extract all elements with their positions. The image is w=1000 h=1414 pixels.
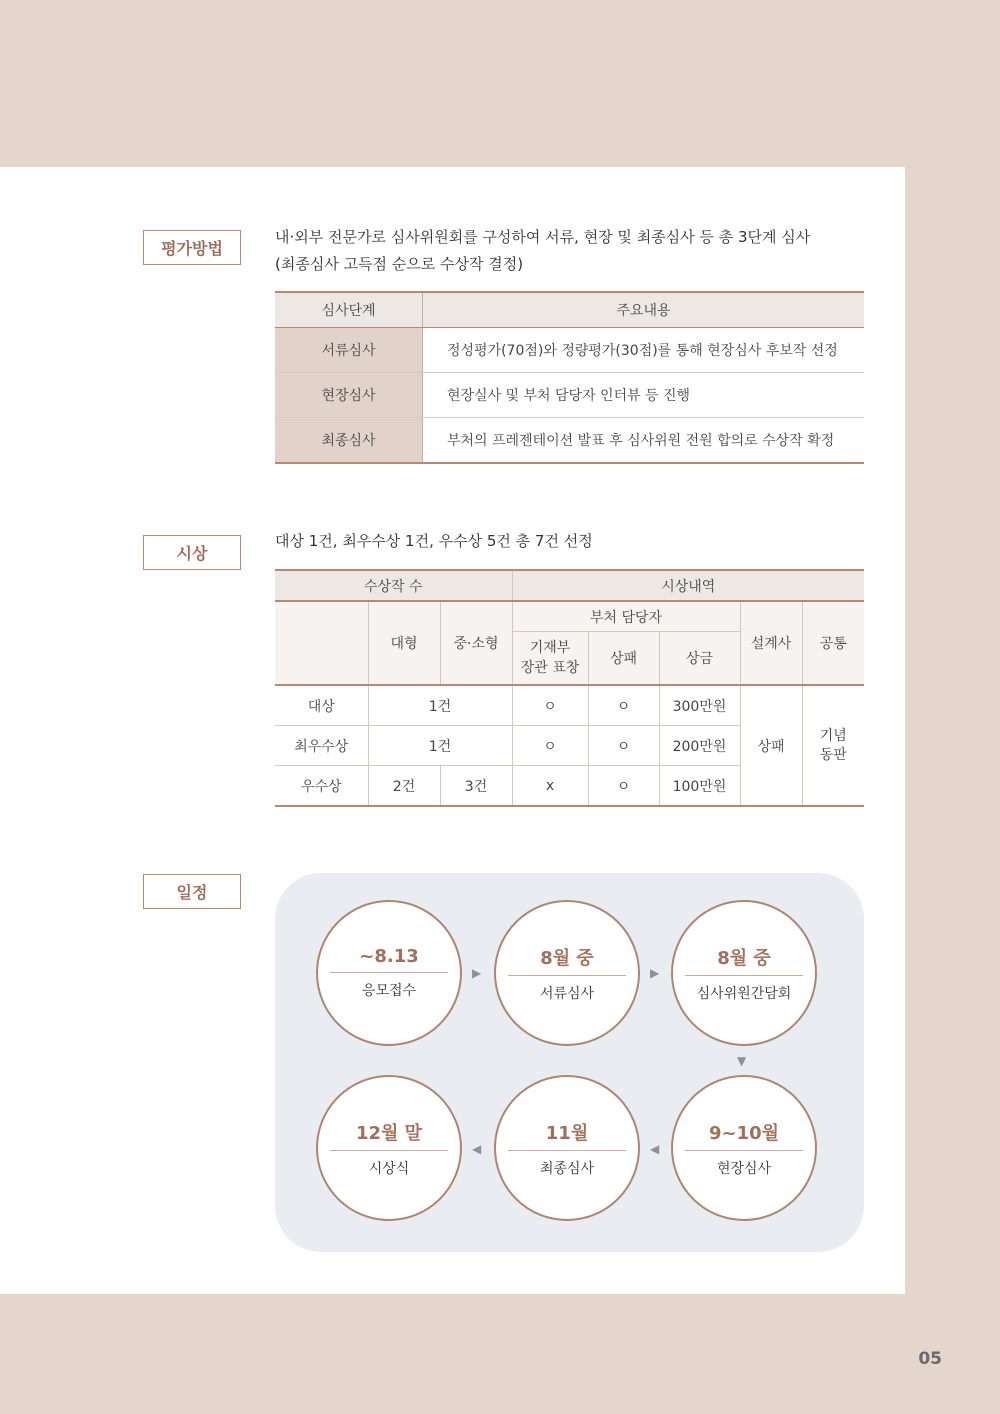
schedule-step [316, 900, 462, 1046]
stage-cell: 서류심사 [275, 328, 423, 373]
header-citation-line-2: 장관 표창 [520, 660, 580, 676]
header-designer: 설계사 [740, 601, 802, 685]
stage-cell: 최종심사 [275, 418, 423, 464]
header-citation [512, 632, 588, 686]
arrow-down-icon: ▼ [737, 1054, 747, 1068]
common-line-1: 기념 [819, 727, 847, 744]
evaluation-line-1: 내·외부 전문가로 심사위원회를 구성하여 서류, 현장 및 최종심사 등 총 3단계 심사 [275, 228, 811, 246]
step-date: 8월 중 [685, 944, 803, 976]
header-mid-small: 중·소형 [440, 601, 512, 685]
arrow-left-icon: ◀ [472, 1142, 482, 1156]
step-title: 응모접수 [361, 983, 417, 999]
step-date: 12월 말 [330, 1119, 448, 1151]
step-title: 현장심사 [716, 1160, 772, 1177]
schedule-step [671, 1075, 817, 1221]
table-row [275, 685, 864, 726]
prize-cell: 100만원 [659, 766, 740, 807]
column-header-content: 주요내용 [423, 292, 865, 328]
award-name-cell: 최우수상 [275, 726, 368, 766]
step-date: 11월 [508, 1119, 626, 1151]
award-small-cell: 3건 [440, 766, 512, 807]
header-large: 대형 [368, 601, 440, 685]
header-ministry: 부처 담당자 [512, 601, 740, 632]
step-date: 8월 중 [508, 944, 626, 976]
table-row [275, 418, 864, 464]
evaluation-description [275, 224, 810, 278]
section-label-evaluation: 평가방법 [143, 230, 241, 265]
plaque-cell: ㅇ [588, 685, 659, 726]
designer-cell: 상패 [740, 685, 802, 806]
award-name-cell: 대상 [275, 685, 368, 726]
stage-cell: 현장심사 [275, 373, 423, 418]
column-header-stage: 심사단계 [275, 292, 423, 328]
desc-cell: 정성평가(70점)와 정량평가(30점)를 통해 현장심사 후보작 선정 [423, 328, 865, 373]
citation-cell: x [512, 766, 588, 807]
section-label-award: 시상 [143, 535, 241, 570]
arrow-right-icon: ▶ [472, 966, 482, 980]
table-row [275, 328, 864, 373]
section-label-schedule: 일정 [143, 874, 241, 909]
plaque-cell: ㅇ [588, 766, 659, 807]
header-empty [275, 601, 368, 685]
award-count-cell: 1건 [368, 726, 512, 766]
desc-cell: 현장실사 및 부처 담당자 인터뷰 등 진행 [423, 373, 865, 418]
header-citation-line-1: 기재부 [529, 640, 571, 656]
prize-cell: 200만원 [659, 726, 740, 766]
award-count-cell: 1건 [368, 685, 512, 726]
award-table [275, 569, 864, 807]
award-summary: 대상 1건, 최우수상 1건, 우수상 5건 총 7건 선정 [275, 532, 593, 550]
page-number: 05 [918, 1349, 942, 1369]
citation-cell: ㅇ [512, 685, 588, 726]
step-title: 시상식 [368, 1160, 410, 1177]
step-title: 심사위원간담회 [696, 985, 792, 1002]
plaque-cell: ㅇ [588, 726, 659, 766]
arrow-right-icon: ▶ [650, 966, 660, 980]
schedule-step [494, 1075, 640, 1221]
schedule-step [316, 1075, 462, 1221]
award-name-cell: 우수상 [275, 766, 368, 807]
step-title: 최종심사 [539, 1160, 595, 1177]
arrow-left-icon: ◀ [650, 1142, 660, 1156]
header-plaque: 상패 [588, 632, 659, 686]
step-date: ~8.13 [330, 946, 448, 973]
desc-cell: 부처의 프레젠테이션 발표 후 심사위원 전원 합의로 수상작 확정 [423, 418, 865, 464]
schedule-step [494, 900, 640, 1046]
prize-cell: 300만원 [659, 685, 740, 726]
header-prize: 상금 [659, 632, 740, 686]
common-line-2: 동판 [819, 746, 847, 763]
evaluation-line-2: (최종심사 고득점 순으로 수상작 결정) [275, 255, 524, 273]
step-title: 서류심사 [539, 985, 595, 1002]
citation-cell: ㅇ [512, 726, 588, 766]
evaluation-table [275, 291, 864, 464]
award-large-cell: 2건 [368, 766, 440, 807]
step-date: 9~10월 [685, 1119, 803, 1151]
common-cell [802, 685, 864, 806]
header-award-detail: 시상내역 [512, 570, 864, 601]
table-row [275, 373, 864, 418]
header-award-count: 수상작 수 [275, 570, 512, 601]
schedule-step [671, 900, 817, 1046]
header-common: 공통 [802, 601, 864, 685]
